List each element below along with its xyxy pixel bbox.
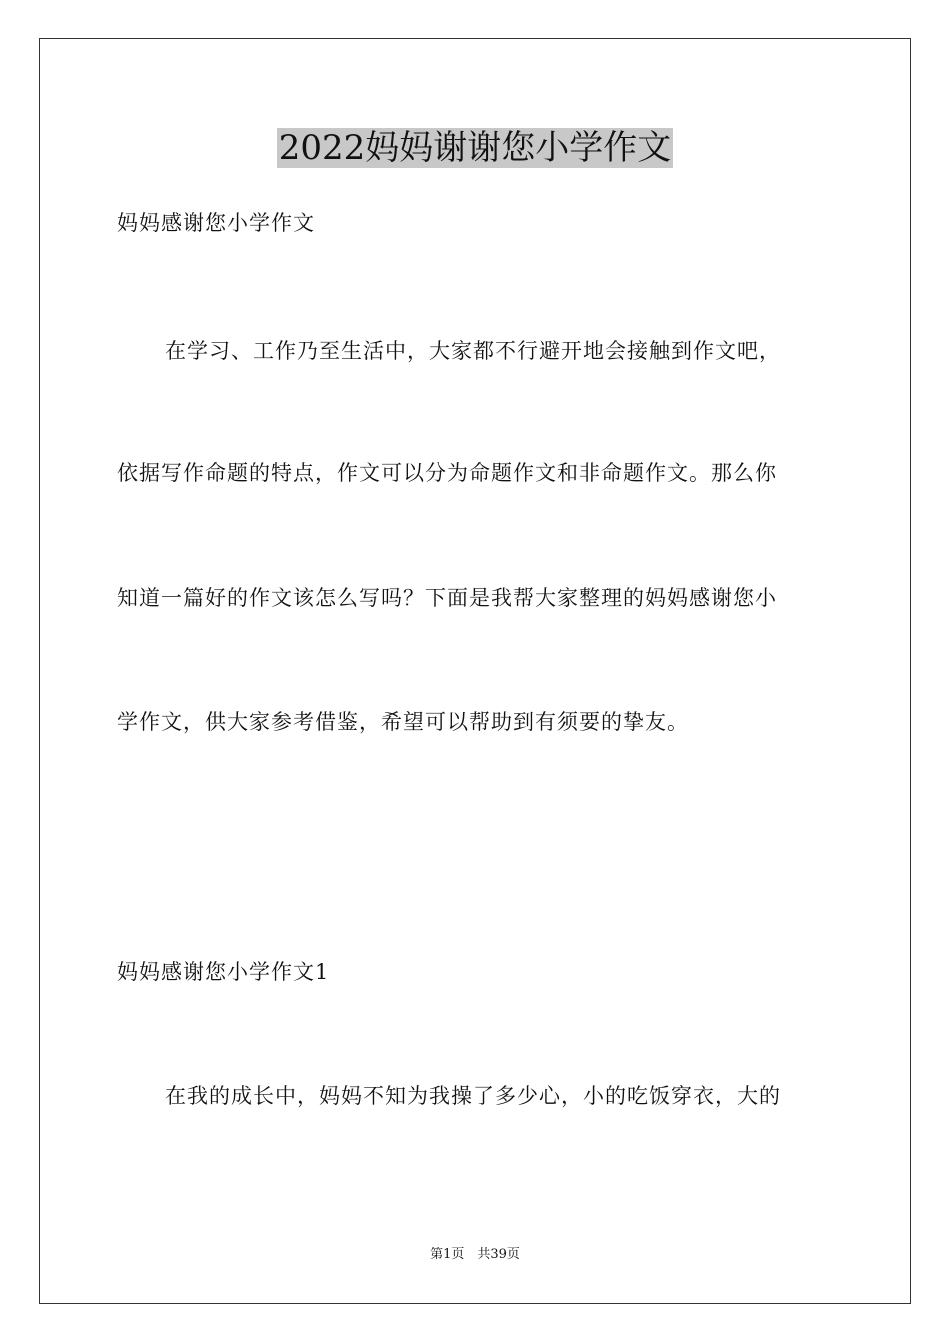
- page-number-footer: 第1页 共39页: [430, 1247, 520, 1262]
- section-first-line: 在我的成长中，妈妈不知为我操了多少心，小的吃饭穿衣，大的: [165, 1084, 781, 1108]
- subtitle: 妈妈感谢您小学作文: [117, 211, 315, 235]
- intro-line-3: 知道一篇好的作文该怎么写吗？下面是我帮大家整理的妈妈感谢您小: [117, 586, 777, 610]
- intro-line-4: 学作文，供大家参考借鉴，希望可以帮助到有须要的挚友。: [117, 710, 689, 734]
- intro-line-2: 依据写作命题的特点，作文可以分为命题作文和非命题作文。那么你: [117, 461, 777, 485]
- document-title: [0, 126, 950, 170]
- section-heading: 妈妈感谢您小学作文1: [117, 960, 330, 984]
- intro-line-1: 在学习、工作乃至生活中，大家都不行避开地会接触到作文吧，: [165, 339, 781, 363]
- document-title-text: 2022妈妈谢谢您小学作文: [278, 128, 672, 168]
